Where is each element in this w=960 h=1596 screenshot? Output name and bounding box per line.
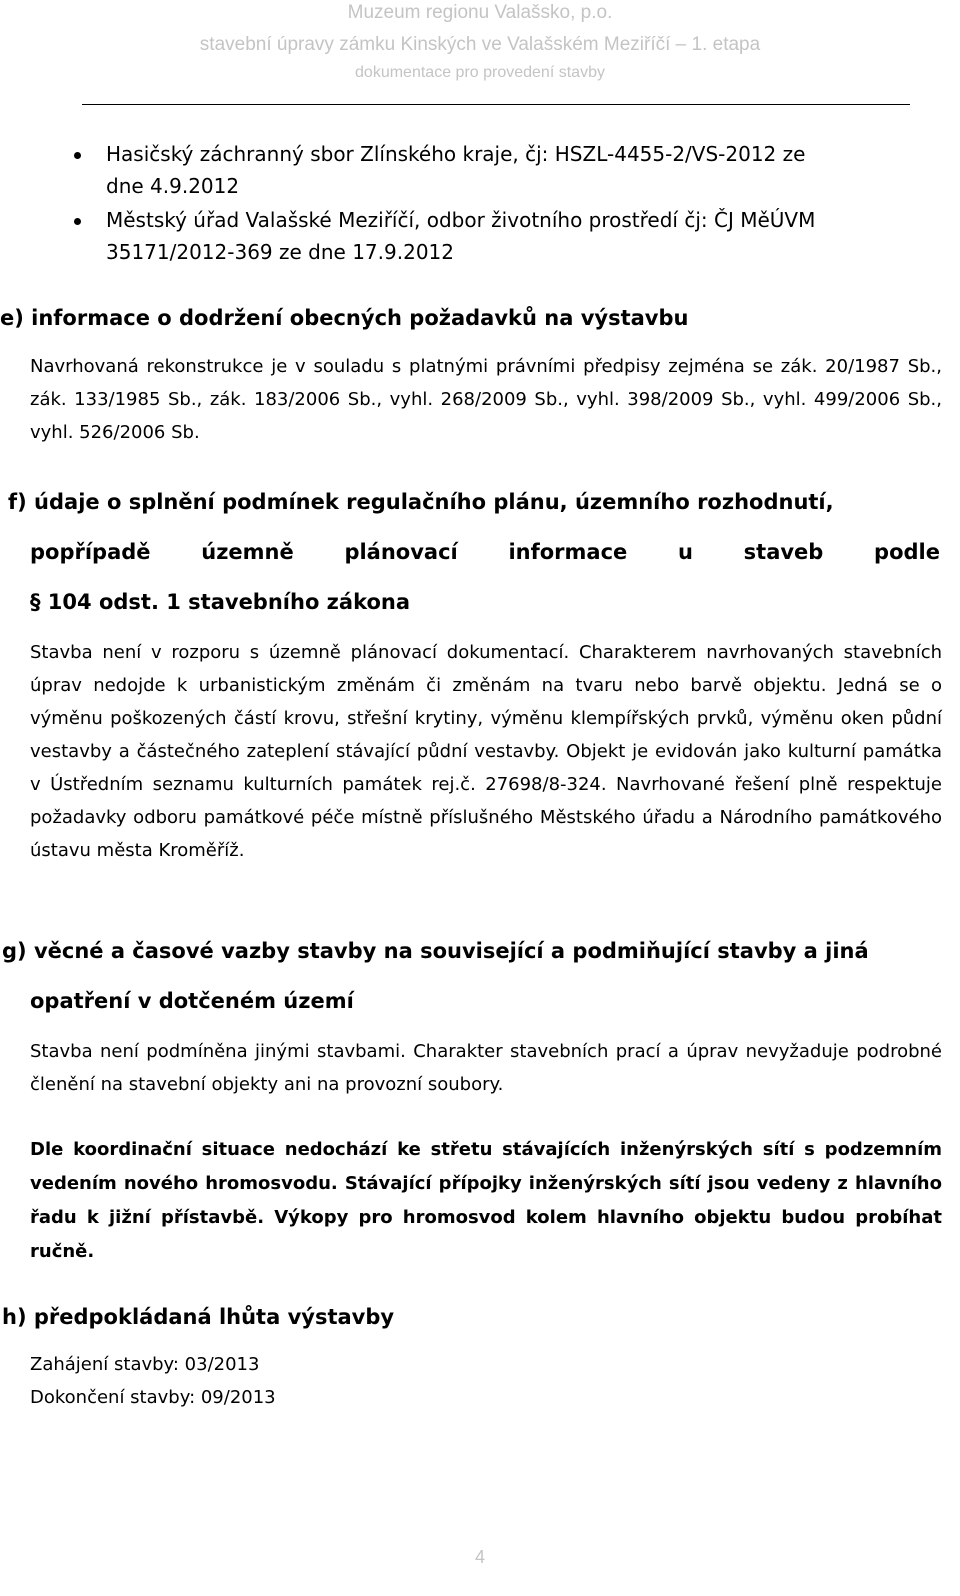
section-f-text: Stavba není v rozporu s územně plánovací dokumentací. Charakterem navrhovaných stavebních úprav nedojde k urbanistickým změnám či změnám na tvaru nebo barvě objektu. Jedná se o výměnu poškozených částí krovu, střešní krytiny, výměnu klempířských prvků, výměnu oken půdní vestavby a částečného zateplení stávající půdní vestavby. Objekt je evidován jako kulturní památka v Ústředním seznamu kulturních památek rej.č. 27698/8-324. Navrhované řešení plně respektuje požadavky odboru památkové péče místně příslušného Městského úřadu a Národního památkového ústavu města Kroměříž. <box>30 642 942 861</box>
section-e-heading: e) informace o dodržení obecných požadavků na výstavbu <box>0 306 689 330</box>
list-item: Hasičský záchranný sbor Zlínského kraje, čj: HSZL-4455-2/VS-2012 ze dne 4.9.2012 <box>106 138 846 202</box>
section-g-heading-line1: g) věcné a časové vazby stavby na související a podmiňující stavby a jiná <box>2 939 869 963</box>
construction-start: Zahájení stavby: 03/2013 <box>30 1354 260 1375</box>
section-g-bold-text: Dle koordinační situace nedochází ke střetu stávajících inženýrských sítí s podzemním vedením nového hromosvodu. Stávající přípojky inženýrských sítí jsou vedeny z hlavního řadu k jižní přístavbě. Výkopy pro hromosvod kolem hlavního objektu budou probíhat ručně. <box>30 1139 942 1262</box>
page-number: 4 <box>474 1547 485 1567</box>
header-organization: Muzeum regionu Valašsko, p.o. <box>347 2 613 23</box>
header-document-type: dokumentace pro provedení stavby <box>355 64 605 81</box>
section-g-heading-line2: opatření v dotčeném území <box>30 989 354 1013</box>
list-item: Městský úřad Valašské Meziříčí, odbor životního prostředí čj: ČJ MěÚVM 35171/2012-369 ze dne 17.9.2012 <box>106 204 846 268</box>
section-g-text: Stavba není podmíněna jinými stavbami. Charakter stavebních prací a úprav nevyžaduje podrobné členění na stavební objekty ani na provozní soubory. <box>30 1041 942 1095</box>
approval-list <box>0 138 960 270</box>
section-f-heading-line1: f) údaje o splnění podmínek regulačního plánu, územního rozhodnutí, <box>8 490 834 514</box>
section-f-heading-line2: popřípadě územně plánovací informace u staveb podle <box>30 540 940 564</box>
header-project: stavební úpravy zámku Kinských ve Valašském Meziříčí – 1. etapa <box>199 34 761 55</box>
header-divider <box>82 104 910 105</box>
section-f-heading-line3: § 104 odst. 1 stavebního zákona <box>30 590 411 614</box>
section-e-text: Navrhovaná rekonstrukce je v souladu s platnými právními předpisy zejména se zák. 20/1987 Sb., zák. 133/1985 Sb., zák. 183/2006 Sb., vyhl. 268/2009 Sb., vyhl. 398/2009 Sb., vyhl. 499/2006 Sb., vyhl. 526/2006 Sb. <box>30 356 942 443</box>
construction-end: Dokončení stavby: 09/2013 <box>30 1387 276 1408</box>
section-h-heading: h) předpokládaná lhůta výstavby <box>2 1305 395 1329</box>
